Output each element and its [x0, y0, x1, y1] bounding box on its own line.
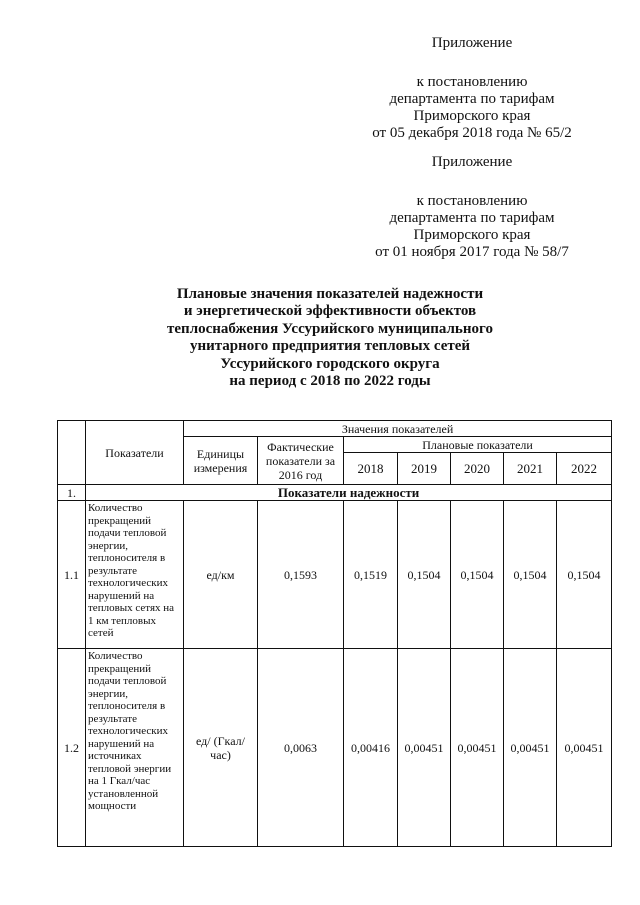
- header-row: [58, 421, 612, 437]
- row-planned: 0,00451: [557, 649, 612, 847]
- title-line: Уссурийского городского округа: [220, 355, 440, 372]
- header-year: 2020: [451, 453, 504, 485]
- row-planned: 0,00451: [451, 649, 504, 847]
- title-line: на период с 2018 по 2022 годы: [229, 373, 431, 390]
- appendix-current-header: [362, 35, 582, 142]
- title-line: унитарного предприятия тепловых сетей: [189, 338, 471, 355]
- header-year: 2022: [557, 453, 612, 485]
- header-year: 2021: [504, 453, 557, 485]
- title-line: Плановые значения показателей надежности: [176, 286, 484, 302]
- row-planned: 0,00451: [398, 649, 451, 847]
- table-row: [58, 649, 612, 847]
- appendix-line: к постановлению: [416, 193, 528, 209]
- header-units: Единицы измерения: [184, 437, 258, 485]
- row-planned: 0,1504: [557, 501, 612, 649]
- row-indicator: Количество прекращений подачи тепловой энергии, теплоносителя в результате технологических нарушений на тепловых сетях на 1 км тепловых сетей: [86, 501, 184, 649]
- title-line: и энергетической эффективности объектов: [183, 303, 477, 320]
- appendix-heading: Приложение: [431, 154, 513, 170]
- row-actual: 0,0063: [258, 649, 344, 847]
- header-num-cell: [58, 421, 86, 485]
- row-unit: ед/ (Гкал/час): [184, 649, 258, 847]
- row-planned: 0,1519: [344, 501, 398, 649]
- row-planned: 0,00451: [504, 649, 557, 847]
- appendix-line: от 01 ноября 2017 года № 58/7: [375, 244, 569, 260]
- header-year: 2018: [344, 453, 398, 485]
- appendix-line: департамента по тарифам: [389, 91, 555, 107]
- header-year: 2019: [398, 453, 451, 485]
- appendix-original-header: [362, 154, 582, 261]
- indicators-table: [57, 420, 612, 847]
- header-values-group: Значения показателей: [184, 421, 612, 437]
- appendix-heading: Приложение: [431, 35, 513, 51]
- section-row: [58, 485, 612, 501]
- title-line: теплоснабжения Уссурийского муниципального: [167, 320, 493, 337]
- row-num: 1.1: [58, 501, 86, 649]
- document-title: [100, 286, 560, 390]
- appendix-line: Приморского края: [413, 227, 531, 243]
- row-planned: 0,1504: [398, 501, 451, 649]
- appendix-line: департамента по тарифам: [389, 210, 555, 226]
- row-actual: 0,1593: [258, 501, 344, 649]
- row-num: 1.2: [58, 649, 86, 847]
- appendix-line: Приморского края: [413, 108, 531, 124]
- table-row: [58, 501, 612, 649]
- appendix-line: к постановлению: [416, 74, 528, 90]
- section-title: Показатели надежности: [86, 485, 612, 501]
- row-planned: 0,1504: [451, 501, 504, 649]
- section-num: 1.: [58, 485, 86, 501]
- row-planned: 0,00416: [344, 649, 398, 847]
- header-indicators: Показатели: [86, 421, 184, 485]
- row-indicator: Количество прекращений подачи тепловой энергии, теплоносителя в результате технологических нарушений на источниках тепловой энергии на 1 Гкал/час установленной мощности: [86, 649, 184, 847]
- row-planned: 0,1504: [504, 501, 557, 649]
- row-unit: ед/км: [184, 501, 258, 649]
- appendix-line: от 05 декабря 2018 года № 65/2: [372, 125, 572, 141]
- header-planned-group: Плановые показатели: [344, 437, 612, 453]
- header-actual: Фактические показатели за 2016 год: [258, 437, 344, 485]
